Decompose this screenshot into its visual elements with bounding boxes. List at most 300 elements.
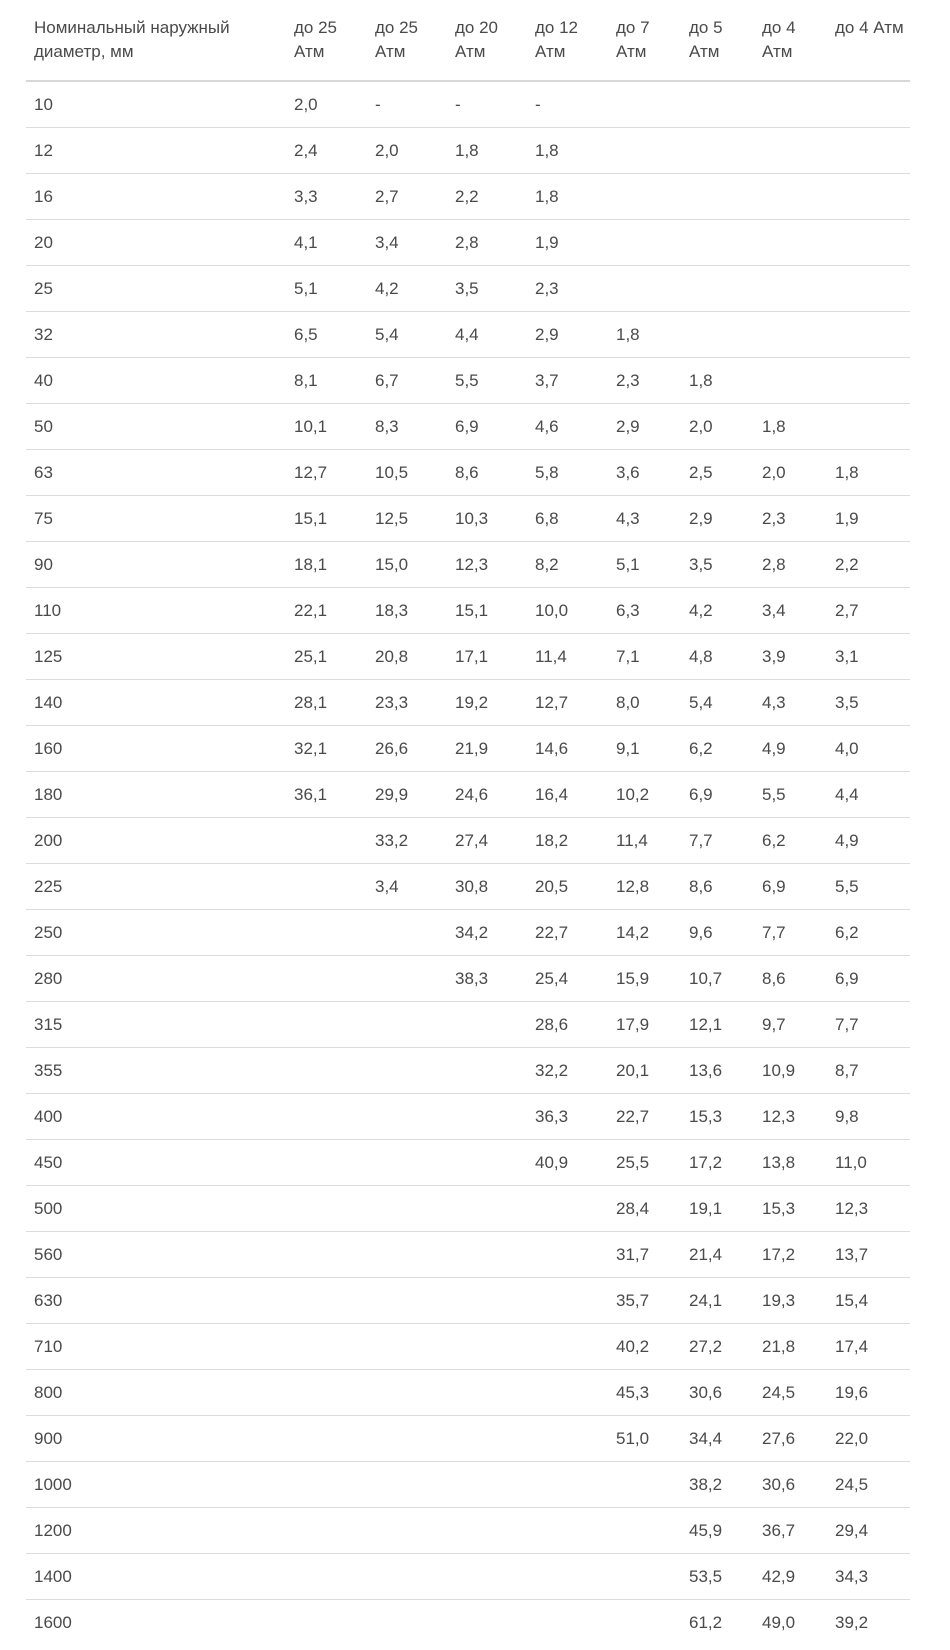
wall-thickness-cell: 17,4: [827, 1324, 910, 1370]
wall-thickness-cell: 3,5: [447, 266, 527, 312]
wall-thickness-cell: -: [367, 81, 447, 128]
wall-thickness-cell: 4,4: [447, 312, 527, 358]
wall-thickness-cell: 14,6: [527, 726, 608, 772]
wall-thickness-cell: 25,5: [608, 1140, 681, 1186]
wall-thickness-cell: [367, 1278, 447, 1324]
wall-thickness-cell: 2,9: [608, 404, 681, 450]
wall-thickness-cell: [608, 266, 681, 312]
wall-thickness-cell: 2,2: [827, 542, 910, 588]
wall-thickness-cell: 1,8: [447, 128, 527, 174]
wall-thickness-cell: [527, 1278, 608, 1324]
wall-thickness-cell: 4,3: [608, 496, 681, 542]
wall-thickness-cell: [608, 1600, 681, 1646]
wall-thickness-cell: 15,0: [367, 542, 447, 588]
pipe-wall-thickness-table: [26, 14, 910, 1645]
diameter-cell: 140: [26, 680, 286, 726]
wall-thickness-cell: [681, 81, 754, 128]
table-row: [26, 1278, 910, 1324]
wall-thickness-cell: [367, 910, 447, 956]
wall-thickness-cell: 13,8: [754, 1140, 827, 1186]
diameter-cell: 315: [26, 1002, 286, 1048]
wall-thickness-cell: [527, 1554, 608, 1600]
wall-thickness-cell: 38,3: [447, 956, 527, 1002]
wall-thickness-cell: [286, 1186, 367, 1232]
wall-thickness-cell: 24,1: [681, 1278, 754, 1324]
wall-thickness-cell: [367, 1094, 447, 1140]
wall-thickness-cell: 8,1: [286, 358, 367, 404]
wall-thickness-cell: 19,1: [681, 1186, 754, 1232]
wall-thickness-cell: [827, 312, 910, 358]
wall-thickness-cell: 1,8: [527, 128, 608, 174]
diameter-cell: 710: [26, 1324, 286, 1370]
wall-thickness-cell: 5,5: [754, 772, 827, 818]
table-row: [26, 1232, 910, 1278]
diameter-cell: 800: [26, 1370, 286, 1416]
wall-thickness-cell: 29,9: [367, 772, 447, 818]
table-row: [26, 220, 910, 266]
wall-thickness-cell: 5,1: [286, 266, 367, 312]
wall-thickness-cell: 36,7: [754, 1508, 827, 1554]
table-row: [26, 404, 910, 450]
wall-thickness-cell: 11,4: [527, 634, 608, 680]
wall-thickness-cell: 27,4: [447, 818, 527, 864]
wall-thickness-cell: 3,5: [681, 542, 754, 588]
wall-thickness-cell: 24,6: [447, 772, 527, 818]
wall-thickness-cell: [608, 1462, 681, 1508]
wall-thickness-cell: 9,8: [827, 1094, 910, 1140]
wall-thickness-cell: 2,3: [754, 496, 827, 542]
wall-thickness-cell: [367, 1186, 447, 1232]
wall-thickness-cell: [827, 174, 910, 220]
diameter-cell: 63: [26, 450, 286, 496]
table-row: [26, 634, 910, 680]
wall-thickness-cell: 12,1: [681, 1002, 754, 1048]
wall-thickness-cell: 45,3: [608, 1370, 681, 1416]
diameter-cell: 200: [26, 818, 286, 864]
wall-thickness-cell: 10,5: [367, 450, 447, 496]
wall-thickness-cell: 9,6: [681, 910, 754, 956]
wall-thickness-cell: 11,4: [608, 818, 681, 864]
wall-thickness-cell: [447, 1002, 527, 1048]
wall-thickness-cell: [754, 266, 827, 312]
wall-thickness-cell: [827, 404, 910, 450]
wall-thickness-cell: [447, 1324, 527, 1370]
wall-thickness-cell: 38,2: [681, 1462, 754, 1508]
wall-thickness-cell: 17,2: [754, 1232, 827, 1278]
wall-thickness-cell: 8,6: [754, 956, 827, 1002]
table-row: [26, 1094, 910, 1140]
diameter-cell: 32: [26, 312, 286, 358]
wall-thickness-cell: [286, 1232, 367, 1278]
wall-thickness-cell: [447, 1094, 527, 1140]
wall-thickness-cell: [527, 1508, 608, 1554]
wall-thickness-cell: 22,7: [608, 1094, 681, 1140]
table-row: [26, 680, 910, 726]
table-row: [26, 358, 910, 404]
table-row: [26, 174, 910, 220]
table-row: [26, 1508, 910, 1554]
wall-thickness-cell: 25,1: [286, 634, 367, 680]
table-row: [26, 1186, 910, 1232]
wall-thickness-cell: [608, 81, 681, 128]
wall-thickness-cell: [286, 1048, 367, 1094]
column-header-pressure: до 5 Атм: [681, 14, 754, 81]
wall-thickness-cell: 3,5: [827, 680, 910, 726]
wall-thickness-cell: 8,3: [367, 404, 447, 450]
wall-thickness-cell: 31,7: [608, 1232, 681, 1278]
wall-thickness-cell: [367, 1508, 447, 1554]
wall-thickness-cell: 2,0: [681, 404, 754, 450]
table-row: [26, 1416, 910, 1462]
wall-thickness-cell: 1,8: [827, 450, 910, 496]
diameter-cell: 400: [26, 1094, 286, 1140]
table-row: [26, 1002, 910, 1048]
table-row: [26, 1140, 910, 1186]
table-row: [26, 266, 910, 312]
wall-thickness-cell: 3,3: [286, 174, 367, 220]
wall-thickness-cell: 6,9: [447, 404, 527, 450]
wall-thickness-cell: [286, 956, 367, 1002]
wall-thickness-cell: 10,7: [681, 956, 754, 1002]
wall-thickness-cell: 21,4: [681, 1232, 754, 1278]
wall-thickness-cell: 11,0: [827, 1140, 910, 1186]
wall-thickness-cell: 12,7: [286, 450, 367, 496]
wall-thickness-cell: [367, 1324, 447, 1370]
wall-thickness-cell: [447, 1462, 527, 1508]
column-header-pressure: до 20 Атм: [447, 14, 527, 81]
column-header-pressure: до 7 Атм: [608, 14, 681, 81]
wall-thickness-cell: [681, 266, 754, 312]
wall-thickness-cell: 4,0: [827, 726, 910, 772]
wall-thickness-cell: [527, 1416, 608, 1462]
wall-thickness-cell: 22,7: [527, 910, 608, 956]
wall-thickness-cell: 4,9: [754, 726, 827, 772]
wall-thickness-cell: 30,6: [754, 1462, 827, 1508]
diameter-cell: 110: [26, 588, 286, 634]
wall-thickness-cell: [527, 1370, 608, 1416]
wall-thickness-cell: 22,0: [827, 1416, 910, 1462]
wall-thickness-cell: 20,8: [367, 634, 447, 680]
wall-thickness-cell: 29,4: [827, 1508, 910, 1554]
diameter-cell: 1600: [34, 1612, 72, 1632]
wall-thickness-cell: [286, 910, 367, 956]
wall-thickness-cell: [681, 220, 754, 266]
wall-thickness-cell: 12,3: [447, 542, 527, 588]
wall-thickness-cell: [286, 1094, 367, 1140]
diameter-cell: 20: [26, 220, 286, 266]
wall-thickness-cell: 18,2: [527, 818, 608, 864]
wall-thickness-cell: [447, 1278, 527, 1324]
wall-thickness-cell: 13,6: [681, 1048, 754, 1094]
wall-thickness-cell: 6,3: [608, 588, 681, 634]
wall-thickness-cell: [754, 174, 827, 220]
wall-thickness-cell: [447, 1370, 527, 1416]
wall-thickness-cell: 3,1: [827, 634, 910, 680]
wall-thickness-cell: 24,5: [754, 1370, 827, 1416]
wall-thickness-cell: 6,9: [827, 956, 910, 1002]
wall-thickness-cell: [367, 1048, 447, 1094]
diameter-cell: 12: [26, 128, 286, 174]
wall-thickness-cell: [367, 1140, 447, 1186]
wall-thickness-cell: 27,2: [681, 1324, 754, 1370]
wall-thickness-cell: [367, 956, 447, 1002]
wall-thickness-cell: 28,6: [527, 1002, 608, 1048]
wall-thickness-cell: [527, 1462, 608, 1508]
wall-thickness-cell: 53,5: [681, 1554, 754, 1600]
wall-thickness-cell: 15,4: [827, 1278, 910, 1324]
wall-thickness-cell: 36,1: [286, 772, 367, 818]
wall-thickness-cell: 25,4: [527, 956, 608, 1002]
wall-thickness-cell: 6,9: [681, 772, 754, 818]
diameter-cell: 500: [26, 1186, 286, 1232]
wall-thickness-cell: 19,6: [827, 1370, 910, 1416]
wall-thickness-cell: 36,3: [527, 1094, 608, 1140]
wall-thickness-cell: 19,3: [754, 1278, 827, 1324]
wall-thickness-cell: [681, 128, 754, 174]
wall-thickness-cell: 12,7: [527, 680, 608, 726]
diameter-cell: 10: [26, 81, 286, 128]
wall-thickness-cell: 1,9: [827, 496, 910, 542]
table-row: [26, 542, 910, 588]
wall-thickness-cell: 2,3: [608, 358, 681, 404]
wall-thickness-cell: [681, 174, 754, 220]
wall-thickness-cell: 3,9: [754, 634, 827, 680]
diameter-cell: 1200: [26, 1508, 286, 1554]
wall-thickness-cell: 6,2: [827, 910, 910, 956]
wall-thickness-cell: [367, 1416, 447, 1462]
wall-thickness-cell: 2,9: [681, 496, 754, 542]
wall-thickness-cell: [367, 1554, 447, 1600]
wall-thickness-cell: 1,8: [754, 404, 827, 450]
wall-thickness-cell: [367, 1600, 447, 1646]
wall-thickness-cell: 4,4: [827, 772, 910, 818]
wall-thickness-cell: 30,6: [681, 1370, 754, 1416]
wall-thickness-cell: [827, 266, 910, 312]
wall-thickness-cell: [367, 1462, 447, 1508]
wall-thickness-cell: [608, 174, 681, 220]
wall-thickness-cell: 40,2: [608, 1324, 681, 1370]
wall-thickness-cell: 28,1: [286, 680, 367, 726]
diameter-cell: 355: [26, 1048, 286, 1094]
table-row: [26, 910, 910, 956]
diameter-cell: 160: [26, 726, 286, 772]
wall-thickness-cell: 17,1: [447, 634, 527, 680]
wall-thickness-cell: 3,7: [527, 358, 608, 404]
wall-thickness-cell: 34,3: [827, 1554, 910, 1600]
column-header-pressure: до 25 Атм: [286, 14, 367, 81]
wall-thickness-cell: 5,5: [827, 864, 910, 910]
diameter-cell: 16: [26, 174, 286, 220]
wall-thickness-cell: [754, 220, 827, 266]
wall-thickness-cell: [367, 1002, 447, 1048]
table-row: [26, 81, 910, 128]
wall-thickness-cell: 7,7: [754, 910, 827, 956]
wall-thickness-cell: 35,7: [608, 1278, 681, 1324]
wall-thickness-cell: 21,9: [447, 726, 527, 772]
wall-thickness-cell: [286, 1600, 367, 1646]
wall-thickness-cell: [754, 358, 827, 404]
wall-thickness-cell: 2,8: [754, 542, 827, 588]
wall-thickness-cell: 3,4: [367, 864, 447, 910]
wall-thickness-cell: 6,9: [754, 864, 827, 910]
wall-thickness-cell: 4,6: [527, 404, 608, 450]
wall-thickness-cell: 4,2: [681, 588, 754, 634]
wall-thickness-cell: 61,2: [689, 1612, 723, 1632]
table-row: [26, 818, 910, 864]
column-header-pressure: до 12 Атм: [527, 14, 608, 81]
wall-thickness-cell: 13,7: [827, 1232, 910, 1278]
wall-thickness-cell: 24,5: [827, 1462, 910, 1508]
wall-thickness-cell: 5,8: [527, 450, 608, 496]
wall-thickness-cell: 42,9: [754, 1554, 827, 1600]
wall-thickness-cell: 2,7: [827, 588, 910, 634]
wall-thickness-cell: 10,0: [527, 588, 608, 634]
column-header-pressure: до 4 Атм: [754, 14, 827, 81]
wall-thickness-cell: [754, 128, 827, 174]
wall-thickness-cell: 2,5: [681, 450, 754, 496]
wall-thickness-cell: [447, 1600, 527, 1646]
wall-thickness-cell: 10,9: [754, 1048, 827, 1094]
wall-thickness-cell: 2,0: [367, 128, 447, 174]
wall-thickness-cell: 18,3: [367, 588, 447, 634]
wall-thickness-cell: [608, 128, 681, 174]
wall-thickness-cell: 45,9: [681, 1508, 754, 1554]
wall-thickness-cell: 28,4: [608, 1186, 681, 1232]
wall-thickness-cell: 3,4: [754, 588, 827, 634]
pipe-wall-thickness-table-container: [26, 14, 910, 1645]
wall-thickness-cell: 1,8: [608, 312, 681, 358]
wall-thickness-cell: 4,3: [754, 680, 827, 726]
table-row: [26, 128, 910, 174]
wall-thickness-cell: 4,8: [681, 634, 754, 680]
wall-thickness-cell: 12,3: [754, 1094, 827, 1140]
wall-thickness-cell: [286, 1554, 367, 1600]
wall-thickness-cell: [754, 81, 827, 128]
wall-thickness-cell: 2,4: [286, 128, 367, 174]
wall-thickness-cell: 6,8: [527, 496, 608, 542]
wall-thickness-cell: [681, 312, 754, 358]
wall-thickness-cell: [527, 1186, 608, 1232]
table-row: [26, 312, 910, 358]
wall-thickness-cell: [447, 1232, 527, 1278]
wall-thickness-cell: -: [447, 81, 527, 128]
wall-thickness-cell: 12,3: [827, 1186, 910, 1232]
wall-thickness-cell: 4,9: [827, 818, 910, 864]
wall-thickness-cell: 7,7: [827, 1002, 910, 1048]
wall-thickness-cell: [527, 1232, 608, 1278]
diameter-cell: 280: [26, 956, 286, 1002]
wall-thickness-cell: [608, 220, 681, 266]
wall-thickness-cell: [367, 1370, 447, 1416]
diameter-cell: 225: [26, 864, 286, 910]
wall-thickness-cell: [447, 1186, 527, 1232]
table-body: [26, 81, 910, 1645]
table-row: [26, 1462, 910, 1508]
diameter-cell: 630: [26, 1278, 286, 1324]
wall-thickness-cell: [367, 1232, 447, 1278]
wall-thickness-cell: 19,2: [447, 680, 527, 726]
wall-thickness-cell: 15,3: [754, 1186, 827, 1232]
table-row: [26, 1600, 910, 1646]
wall-thickness-cell: 17,2: [681, 1140, 754, 1186]
wall-thickness-cell: 10,2: [608, 772, 681, 818]
wall-thickness-cell: 7,7: [681, 818, 754, 864]
wall-thickness-cell: [827, 220, 910, 266]
wall-thickness-cell: [286, 1370, 367, 1416]
wall-thickness-cell: 5,5: [447, 358, 527, 404]
table-row: [26, 1324, 910, 1370]
wall-thickness-cell: 30,8: [447, 864, 527, 910]
wall-thickness-cell: [286, 1140, 367, 1186]
wall-thickness-cell: 2,7: [367, 174, 447, 220]
wall-thickness-cell: [827, 358, 910, 404]
wall-thickness-cell: 21,8: [754, 1324, 827, 1370]
wall-thickness-cell: 5,4: [367, 312, 447, 358]
wall-thickness-cell: [527, 1600, 608, 1646]
wall-thickness-cell: 1,8: [527, 174, 608, 220]
wall-thickness-cell: 20,5: [527, 864, 608, 910]
wall-thickness-cell: 15,9: [608, 956, 681, 1002]
wall-thickness-cell: [447, 1554, 527, 1600]
header-row: [26, 14, 910, 81]
wall-thickness-cell: 14,2: [608, 910, 681, 956]
wall-thickness-cell: 1,8: [681, 358, 754, 404]
diameter-cell: 25: [26, 266, 286, 312]
wall-thickness-cell: 40,9: [527, 1140, 608, 1186]
wall-thickness-cell: 2,2: [447, 174, 527, 220]
wall-thickness-cell: 34,2: [447, 910, 527, 956]
diameter-cell: 125: [26, 634, 286, 680]
wall-thickness-cell: [608, 1554, 681, 1600]
wall-thickness-cell: 6,2: [681, 726, 754, 772]
diameter-cell: 75: [26, 496, 286, 542]
wall-thickness-cell: 8,6: [447, 450, 527, 496]
wall-thickness-cell: [608, 1508, 681, 1554]
wall-thickness-cell: 2,8: [447, 220, 527, 266]
wall-thickness-cell: 12,5: [367, 496, 447, 542]
table-row: [26, 496, 910, 542]
wall-thickness-cell: 5,4: [681, 680, 754, 726]
wall-thickness-cell: 6,5: [286, 312, 367, 358]
wall-thickness-cell: 10,1: [286, 404, 367, 450]
wall-thickness-cell: [286, 1278, 367, 1324]
wall-thickness-cell: 26,6: [367, 726, 447, 772]
wall-thickness-cell: -: [527, 81, 608, 128]
wall-thickness-cell: 7,1: [608, 634, 681, 680]
wall-thickness-cell: [286, 1508, 367, 1554]
diameter-cell: 90: [26, 542, 286, 588]
wall-thickness-cell: [447, 1048, 527, 1094]
wall-thickness-cell: 51,0: [608, 1416, 681, 1462]
wall-thickness-cell: 3,4: [367, 220, 447, 266]
wall-thickness-cell: 39,2: [835, 1612, 869, 1632]
wall-thickness-cell: [447, 1140, 527, 1186]
diameter-cell: 180: [26, 772, 286, 818]
wall-thickness-cell: 20,1: [608, 1048, 681, 1094]
diameter-cell: 1000: [26, 1462, 286, 1508]
column-header-pressure: до 25 Атм: [367, 14, 447, 81]
wall-thickness-cell: [286, 818, 367, 864]
wall-thickness-cell: 27,6: [754, 1416, 827, 1462]
table-row: [26, 772, 910, 818]
table-row: [26, 1048, 910, 1094]
wall-thickness-cell: 17,9: [608, 1002, 681, 1048]
wall-thickness-cell: 34,4: [681, 1416, 754, 1462]
wall-thickness-cell: [447, 1508, 527, 1554]
wall-thickness-cell: 12,8: [608, 864, 681, 910]
wall-thickness-cell: 1,9: [527, 220, 608, 266]
wall-thickness-cell: [827, 128, 910, 174]
